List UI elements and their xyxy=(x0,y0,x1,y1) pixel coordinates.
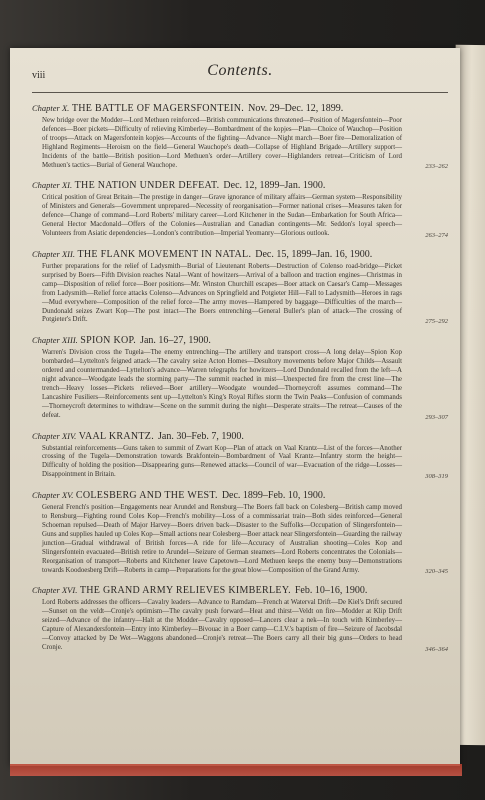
chapter-date: Dec. 1899–Feb. 10, 1900. xyxy=(221,490,326,502)
chapter-number: Chapter XII. xyxy=(32,248,75,259)
chapter-title: SPION KOP. xyxy=(80,335,137,347)
chapter-heading xyxy=(32,489,402,502)
contents-title: Contents. xyxy=(207,62,273,79)
chapter-number: Chapter XVI. xyxy=(32,585,78,596)
red-page-edge xyxy=(10,764,462,776)
chapter-date: Jan. 16–27, 1900. xyxy=(140,335,211,347)
chapter-date: Jan. 30–Feb. 7, 1900. xyxy=(158,430,244,442)
page-header xyxy=(32,56,448,93)
chapter-pages: 263–274 xyxy=(425,231,448,239)
chapter-pages: 346–364 xyxy=(425,645,448,653)
chapter-entry xyxy=(32,489,448,575)
chapter-number: Chapter XI. xyxy=(32,180,73,191)
chapter-title: THE NATION UNDER DEFEAT. xyxy=(74,180,220,192)
chapter-entry xyxy=(32,179,448,239)
chapter-number: Chapter XIV. xyxy=(32,430,77,441)
chapter-title: THE GRAND ARMY RELIEVES KIMBERLEY. xyxy=(79,585,291,597)
chapter-pages: 233–262 xyxy=(425,163,448,171)
chapter-heading xyxy=(32,102,402,115)
chapter-heading xyxy=(32,430,402,443)
chapter-summary: New bridge over the Modder—Lord Methuen reinforced—British communications threatened—Position of Magersfontein—Poor defences—Boer pickets—Difficulty of relieving Kimberley—Bombardment of the kopjes—Plan—Choice of Wauchop—Position of troops—Attack on Magersfontein kopjes—Accounts of the fighting—Advance—Night march—Boer fire—Demoralization of Highland Regiments—Heroism on the field—General Wauchope's death—Collapse of Highland Brigade—Artillery support—Incidents of the battle—British position—Lord Methuen's order—Artillery cover—Highlanders retreat—Criticism of Lord Methuen's tactics—Burial of General Wauchope. xyxy=(42,117,402,169)
chapter-date: Feb. 10–16, 1900. xyxy=(294,585,368,597)
chapter-entry xyxy=(32,334,448,420)
chapter-date: Dec. 15, 1899–Jan. 16, 1900. xyxy=(255,248,373,260)
chapter-heading xyxy=(32,334,402,347)
chapter-pages: 275–292 xyxy=(425,318,448,326)
chapter-title: COLESBERG AND THE WEST. xyxy=(75,490,218,502)
chapter-heading xyxy=(32,179,402,192)
chapter-pages: 293–307 xyxy=(425,413,448,421)
chapter-summary: Substantial reinforcements—Guns taken to summit of Zwart Kop—Plan of attack on Vaal Krantz—List of the forces—Another crossing of the Tugela—Demonstration towards Brakfontein—Bombardment of Vaal Krantz—Infantry storm the height—Difficulty of holding the position—Disappearing guns—Renewed attacks—Council of war—Evacuation of the ridge—Losses—Disappointment in Britain. xyxy=(42,444,402,479)
chapter-entry xyxy=(32,430,448,481)
chapter-entry xyxy=(32,584,448,652)
chapter-number: Chapter XV. xyxy=(32,490,74,501)
chapter-summary: Further preparations for the relief of Ladysmith—Burial of Lieutenant Roberts—Destruction of Colenso road-bridge—Picket surprised by Boers—Fifth Division reaches Natal—Want of howitzers—Arrival of a balloon and traction engines—Christmas in camp—Disposition of relief force—Boer positions—Mr. Winston Churchill escapes—Boer attack on Caesar's Camp—Messages from Ladysmith—Relief force attacks Colenso—Advances on Springfield and Potgieter Hill—Fall to Ladysmith—Heroes in rags—Mud everywhere—Composition of the relief force—The army moves—Hampered by baggage—Difficulties of the march—Dundonald seizes Zwart Kop—The post intact—The Boers entrenching—General Buller's plan of attack—The crossing of Potgieter's Drift. xyxy=(42,262,402,324)
chapter-entry xyxy=(32,102,448,170)
page-content xyxy=(32,56,448,766)
chapter-number: Chapter X. xyxy=(32,103,70,113)
chapter-summary: Critical position of Great Britain—The prestige in danger—Grave ignorance of military affairs—German system—Responsibility of Ministers and Generals—Government unprepared—Necessity of reorganisation—Former national crises—Measures taken for defence—Change of command—Lord Roberts' military career—Lord Kitchener in the Sudan—Embarkation for South Africa—General Hector Macdonald—Offers of the Colonies—Australian and Canadian contingents—Mr. Seddon's loyal speech—Volunteers from Asiatic dependencies—London's contribution—Imperial Yeomanry—Glorious outlook. xyxy=(42,194,402,238)
chapter-title: THE BATTLE OF MAGERSFONTEIN. xyxy=(71,103,245,114)
chapter-title: THE FLANK MOVEMENT IN NATAL. xyxy=(77,248,252,260)
chapter-pages: 308–319 xyxy=(425,473,448,481)
chapter-date: Dec. 12, 1899–Jan. 1900. xyxy=(223,180,326,192)
page-number: viii xyxy=(32,70,46,81)
chapter-title: VAAL KRANTZ. xyxy=(78,430,154,442)
chapter-date: Nov. 29–Dec. 12, 1899. xyxy=(248,103,344,114)
chapter-summary: Warren's Division cross the Tugela—The enemy entrenching—The artillery and transport cross—A long delay—Spion Kop bombarded—Lyttelton's feigned attack—The cavalry seize Acton Homes—Desultory movements before Major Childs—Assault ordered and countermanded—Lyttelton's advance—Warren telegraphs for howitzers—Lord Dundonald recalled from the left—A night advance—Woodgate leads the storming party—The summit reached in mist—Unexpected fire from the crest line—The trench—Heavy losses—Pickets relieved—Boer artillery—Woodgate wounded—Thorneycroft assumes command—The Lancashire Fusiliers—Reinforcements sent up—Lyttelton's King's Royal Rifles storm the Twin Peaks—Confusion of commands—Thorneycroft determines to withdraw—Scene on the summit during the night—Desperate straits—The retreat—Causes of the defeat. xyxy=(42,349,402,419)
chapter-heading xyxy=(32,584,402,597)
chapter-number: Chapter XIII. xyxy=(32,335,78,346)
chapter-pages: 320–345 xyxy=(425,568,448,576)
chapter-summary: Lord Roberts addresses the officers—Cavalry leaders—Advance to Ramdam—French at Waterval Drift—De Kiel's Drift secured—Sunset on the veldt—Cronje's optimism—The cavalry push forward—Heat and thirst—Veldt on fire—Modder at Klip Drift seized—Advance of the infantry—Halt at the Modder—Cavalry opposed—Lancers clear a nek—In touch with Kimberley—Capture of Alexandersfontein—Entry into Kimberley—Bivouac in a Boer camp—C.I.V.'s baptism of fire—Seizure of Jacobsdal—Convoy attacked by De Wet—Waggons abandoned—Cronje's retreat—The Boers carry all their big guns—Orders to head Cronje. xyxy=(42,599,402,651)
chapter-summary: General French's position—Engagements near Arundel and Rensburg—The Boers fall back on Colesberg—British camp moved to Rensburg—Fighting round Coles Kop—French's mobility—Loss of a commissariat train—Both sides reinforced—General Schoeman repulsed—Death of Major Harvey—Boers driven back—Disaster to the Suffolks—Occupation of Slingersfontein—Guns and supplies hauled up Coles Kop—Small actions near Colesberg—Boer attack near Slingersfontein—Guarding the railway junction—Gradual withdrawal of British forces—A ride for life—Accuracy of Australian shooting—Coles Kop and Slingersfontein evacuated—British retire to Arundel—Seizure of German steamers—Lord Roberts concentrates the Colonials—Reorganisation of transport—Roberts and Kitchener leave Capetown—Lord Methuen keeps the enemy busy—Demonstrations towards Koodoesberg Drift—Roberts in camp—Preparations for the great blow—Composition of the Grand Army. xyxy=(42,504,402,574)
chapter-entry xyxy=(32,248,448,325)
chapter-heading xyxy=(32,248,402,261)
chapter-list xyxy=(32,102,448,653)
book-page xyxy=(10,48,460,766)
